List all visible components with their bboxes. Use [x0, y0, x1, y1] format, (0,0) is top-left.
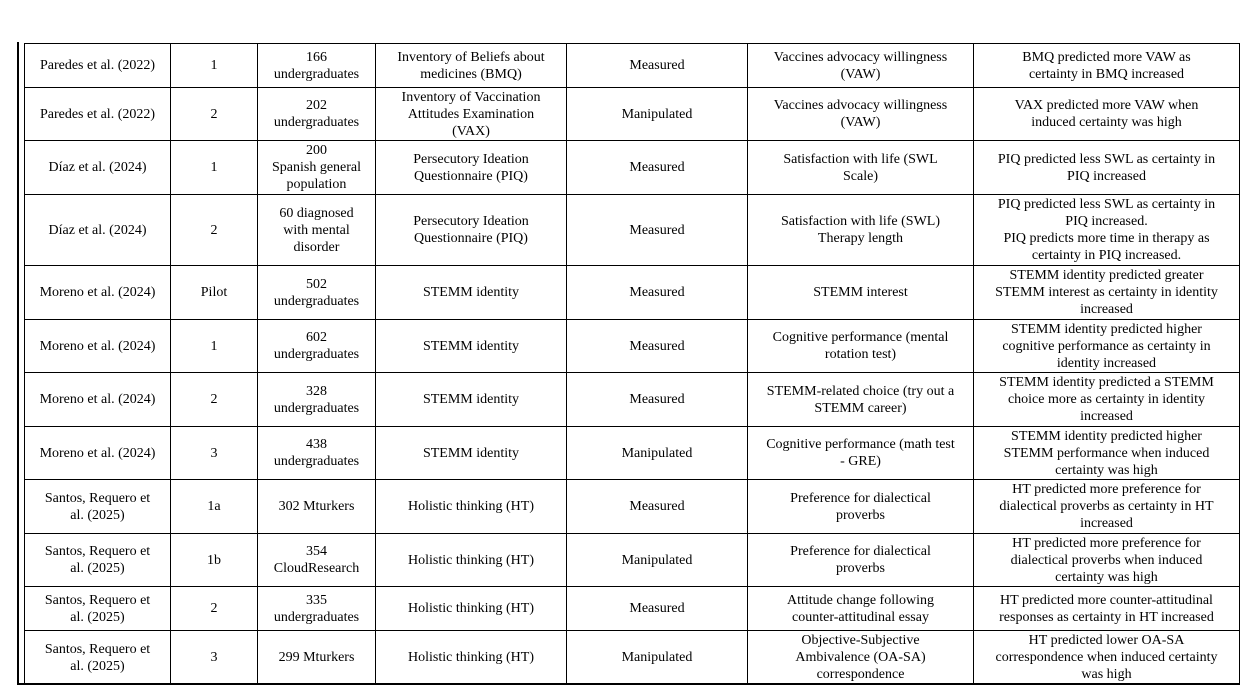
certainty-cell: Manipulated [567, 534, 748, 587]
certainty-cell: Measured [567, 44, 748, 88]
table-row [25, 373, 1240, 427]
table-row [25, 141, 1240, 195]
table-row [25, 480, 1240, 534]
experiment-cell: 2 [171, 195, 258, 266]
outcome-cell: Preference for dialectical proverbs [748, 534, 974, 587]
sample-cell: 166 undergraduates [258, 44, 376, 88]
sample-cell: 302 Mturkers [258, 480, 376, 534]
sample-cell: 438 undergraduates [258, 427, 376, 480]
outcome-cell: Satisfaction with life (SWL) Therapy length [748, 195, 974, 266]
studies-table [24, 43, 1240, 685]
predictor-cell: STEMM identity [376, 373, 567, 427]
sample-cell: 328 undergraduates [258, 373, 376, 427]
certainty-cell: Measured [567, 266, 748, 320]
study-cell: Moreno et al. (2024) [25, 266, 171, 320]
result-cell: STEMM identity predicted a STEMM choice more as certainty in identity increased [974, 373, 1240, 427]
experiment-cell: 1 [171, 44, 258, 88]
result-cell: HT predicted more preference for dialectical proverbs when induced certainty was high [974, 534, 1240, 587]
experiment-cell: Pilot [171, 266, 258, 320]
outcome-cell: Attitude change following counter-attitudinal essay [748, 587, 974, 631]
table-row [25, 631, 1240, 685]
table-row [25, 44, 1240, 88]
result-cell: HT predicted more preference for dialectical proverbs as certainty in HT increased [974, 480, 1240, 534]
result-cell: STEMM identity predicted higher STEMM performance when induced certainty was high [974, 427, 1240, 480]
certainty-cell: Measured [567, 320, 748, 373]
study-cell: Santos, Requero et al. (2025) [25, 587, 171, 631]
table-row [25, 195, 1240, 266]
table-row [25, 88, 1240, 141]
outcome-cell: Objective-Subjective Ambivalence (OA-SA) correspondence [748, 631, 974, 685]
certainty-cell: Measured [567, 141, 748, 195]
predictor-cell: STEMM identity [376, 320, 567, 373]
experiment-cell: 1b [171, 534, 258, 587]
experiment-cell: 1 [171, 320, 258, 373]
table-body [25, 44, 1240, 685]
outcome-cell: Cognitive performance (math test - GRE) [748, 427, 974, 480]
predictor-cell: Holistic thinking (HT) [376, 631, 567, 685]
study-cell: Moreno et al. (2024) [25, 427, 171, 480]
result-cell: VAX predicted more VAW when induced certainty was high [974, 88, 1240, 141]
predictor-cell: Holistic thinking (HT) [376, 480, 567, 534]
predictor-cell: Inventory of Vaccination Attitudes Examination (VAX) [376, 88, 567, 141]
certainty-cell: Measured [567, 195, 748, 266]
certainty-cell: Manipulated [567, 88, 748, 141]
study-cell: Santos, Requero et al. (2025) [25, 631, 171, 685]
sample-cell: 299 Mturkers [258, 631, 376, 685]
result-cell: PIQ predicted less SWL as certainty in PIQ increased [974, 141, 1240, 195]
certainty-cell: Measured [567, 587, 748, 631]
experiment-cell: 1a [171, 480, 258, 534]
experiment-cell: 2 [171, 587, 258, 631]
predictor-cell: Holistic thinking (HT) [376, 534, 567, 587]
predictor-cell: STEMM identity [376, 266, 567, 320]
study-cell: Santos, Requero et al. (2025) [25, 480, 171, 534]
predictor-cell: Inventory of Beliefs about medicines (BMQ) [376, 44, 567, 88]
predictor-cell: Persecutory Ideation Questionnaire (PIQ) [376, 195, 567, 266]
outcome-cell: STEMM interest [748, 266, 974, 320]
sample-cell: 354 CloudResearch [258, 534, 376, 587]
predictor-cell: Persecutory Ideation Questionnaire (PIQ) [376, 141, 567, 195]
table-row [25, 534, 1240, 587]
study-cell: Moreno et al. (2024) [25, 373, 171, 427]
outcome-cell: Preference for dialectical proverbs [748, 480, 974, 534]
result-cell: HT predicted lower OA-SA correspondence when induced certainty was high [974, 631, 1240, 685]
experiment-cell: 2 [171, 373, 258, 427]
experiment-cell: 2 [171, 88, 258, 141]
outcome-cell: Vaccines advocacy willingness (VAW) [748, 88, 974, 141]
sample-cell: 335 undergraduates [258, 587, 376, 631]
study-cell: Díaz et al. (2024) [25, 195, 171, 266]
outcome-cell: Vaccines advocacy willingness (VAW) [748, 44, 974, 88]
study-cell: Paredes et al. (2022) [25, 88, 171, 141]
certainty-cell: Measured [567, 480, 748, 534]
table-row [25, 587, 1240, 631]
predictor-cell: Holistic thinking (HT) [376, 587, 567, 631]
study-cell: Díaz et al. (2024) [25, 141, 171, 195]
outcome-cell: STEMM-related choice (try out a STEMM career) [748, 373, 974, 427]
study-cell: Moreno et al. (2024) [25, 320, 171, 373]
certainty-cell: Manipulated [567, 427, 748, 480]
outcome-cell: Cognitive performance (mental rotation test) [748, 320, 974, 373]
experiment-cell: 3 [171, 427, 258, 480]
sample-cell: 602 undergraduates [258, 320, 376, 373]
result-cell: STEMM identity predicted greater STEMM interest as certainty in identity increased [974, 266, 1240, 320]
sample-cell: 60 diagnosed with mental disorder [258, 195, 376, 266]
sample-cell: 502 undergraduates [258, 266, 376, 320]
study-cell: Paredes et al. (2022) [25, 44, 171, 88]
result-cell: STEMM identity predicted higher cognitive performance as certainty in identity increased [974, 320, 1240, 373]
certainty-cell: Measured [567, 373, 748, 427]
certainty-cell: Manipulated [567, 631, 748, 685]
result-cell: HT predicted more counter-attitudinal responses as certainty in HT increased [974, 587, 1240, 631]
table-row [25, 427, 1240, 480]
experiment-cell: 1 [171, 141, 258, 195]
predictor-cell: STEMM identity [376, 427, 567, 480]
result-cell: BMQ predicted more VAW as certainty in BMQ increased [974, 44, 1240, 88]
study-cell: Santos, Requero et al. (2025) [25, 534, 171, 587]
experiment-cell: 3 [171, 631, 258, 685]
result-cell: PIQ predicted less SWL as certainty in PIQ increased. PIQ predicts more time in therapy as certainty in PIQ increased. [974, 195, 1240, 266]
table-row [25, 266, 1240, 320]
sample-cell: 200 Spanish general population [258, 141, 376, 195]
table-row [25, 320, 1240, 373]
outcome-cell: Satisfaction with life (SWL Scale) [748, 141, 974, 195]
sample-cell: 202 undergraduates [258, 88, 376, 141]
